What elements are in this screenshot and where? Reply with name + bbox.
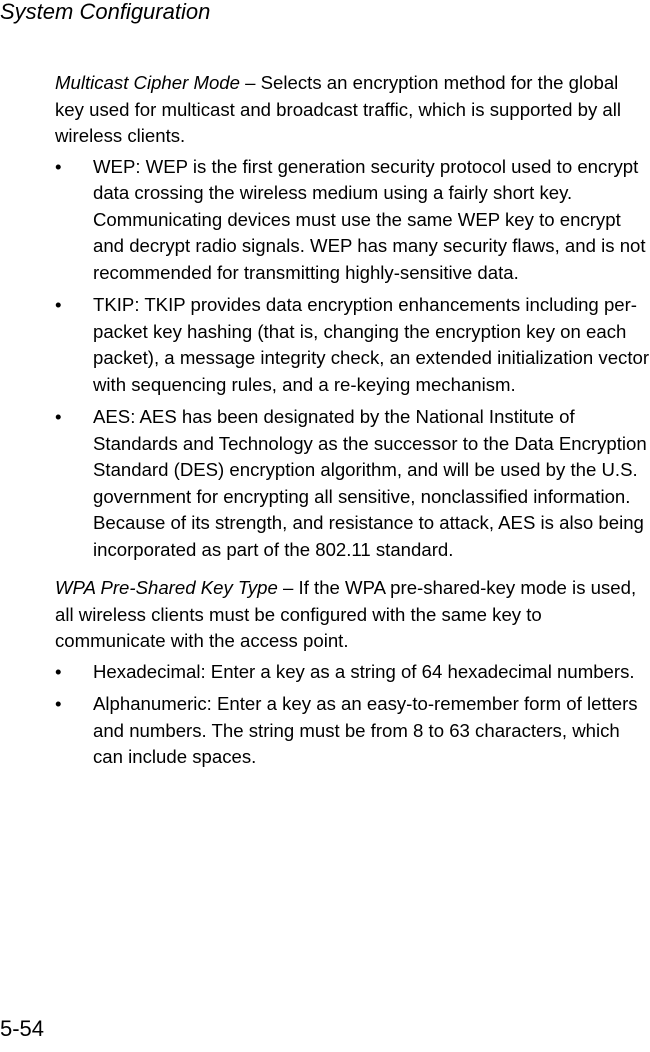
list-item-aes	[55, 404, 650, 563]
running-header: System Configuration	[0, 0, 211, 24]
key-type-options-list	[55, 659, 650, 771]
list-item-hexadecimal	[55, 659, 650, 686]
multicast-cipher-mode-description: – Selects an encryption method for the global key used for multicast and broadcast traffic, which is supported by all wireless clients.	[55, 72, 622, 146]
bullet-icon: •	[55, 660, 62, 682]
bullet-icon: •	[55, 155, 62, 177]
multicast-cipher-mode-paragraph	[55, 70, 650, 150]
bullet-icon: •	[55, 693, 62, 714]
term-wpa-pre-shared-key-type: WPA Pre-Shared Key Type	[55, 577, 278, 598]
cipher-options-list	[55, 154, 650, 564]
list-item-text: TKIP: TKIP provides data encryption enhancements including per-packet key hashing (that is, changing the encryption key on each packet), a message integrity check, an extended initialization vector with sequencing rules, and a re-keying mechanism.	[93, 294, 650, 395]
wpa-pre-shared-key-type-description: – If the WPA pre-shared-key mode is used, all wireless clients must be configured with the same key to communicate with the access point.	[55, 577, 637, 651]
list-item-wep	[55, 154, 650, 287]
page-number: 5-54	[0, 1016, 45, 1041]
list-item-tkip	[55, 292, 650, 398]
bullet-icon: •	[55, 294, 62, 315]
list-item-text: Alphanumeric: Enter a key as an easy-to-remember form of letters and numbers. The string must be from 8 to 63 characters, which can include spaces.	[93, 693, 638, 767]
list-item-text: WEP: WEP is the first generation security protocol used to encrypt data crossing the wireless medium using a fairly short key. Communicating devices must use the same WEP key to encrypt and decrypt radio signals. WEP has many security flaws, and is not recommended for transmitting highly-sensitive data.	[93, 155, 646, 283]
list-item-text: Hexadecimal: Enter a key as a string of 64 hexadecimal numbers.	[93, 660, 635, 682]
bullet-icon: •	[55, 406, 62, 427]
wpa-pre-shared-key-type-paragraph	[55, 575, 650, 655]
term-multicast-cipher-mode: Multicast Cipher Mode	[55, 72, 240, 93]
document-body	[55, 70, 650, 783]
list-item-alphanumeric	[55, 691, 650, 771]
list-item-text: AES: AES has been designated by the National Institute of Standards and Technology as the successor to the Data Encryption Standard (DES) encryption algorithm, and will be used by the U.S. government for encrypting all sensitive, nonclassified information. Because of its strength, and resistance to attack, AES is also being incorporated as part of the 802.11 standard.	[93, 406, 647, 560]
